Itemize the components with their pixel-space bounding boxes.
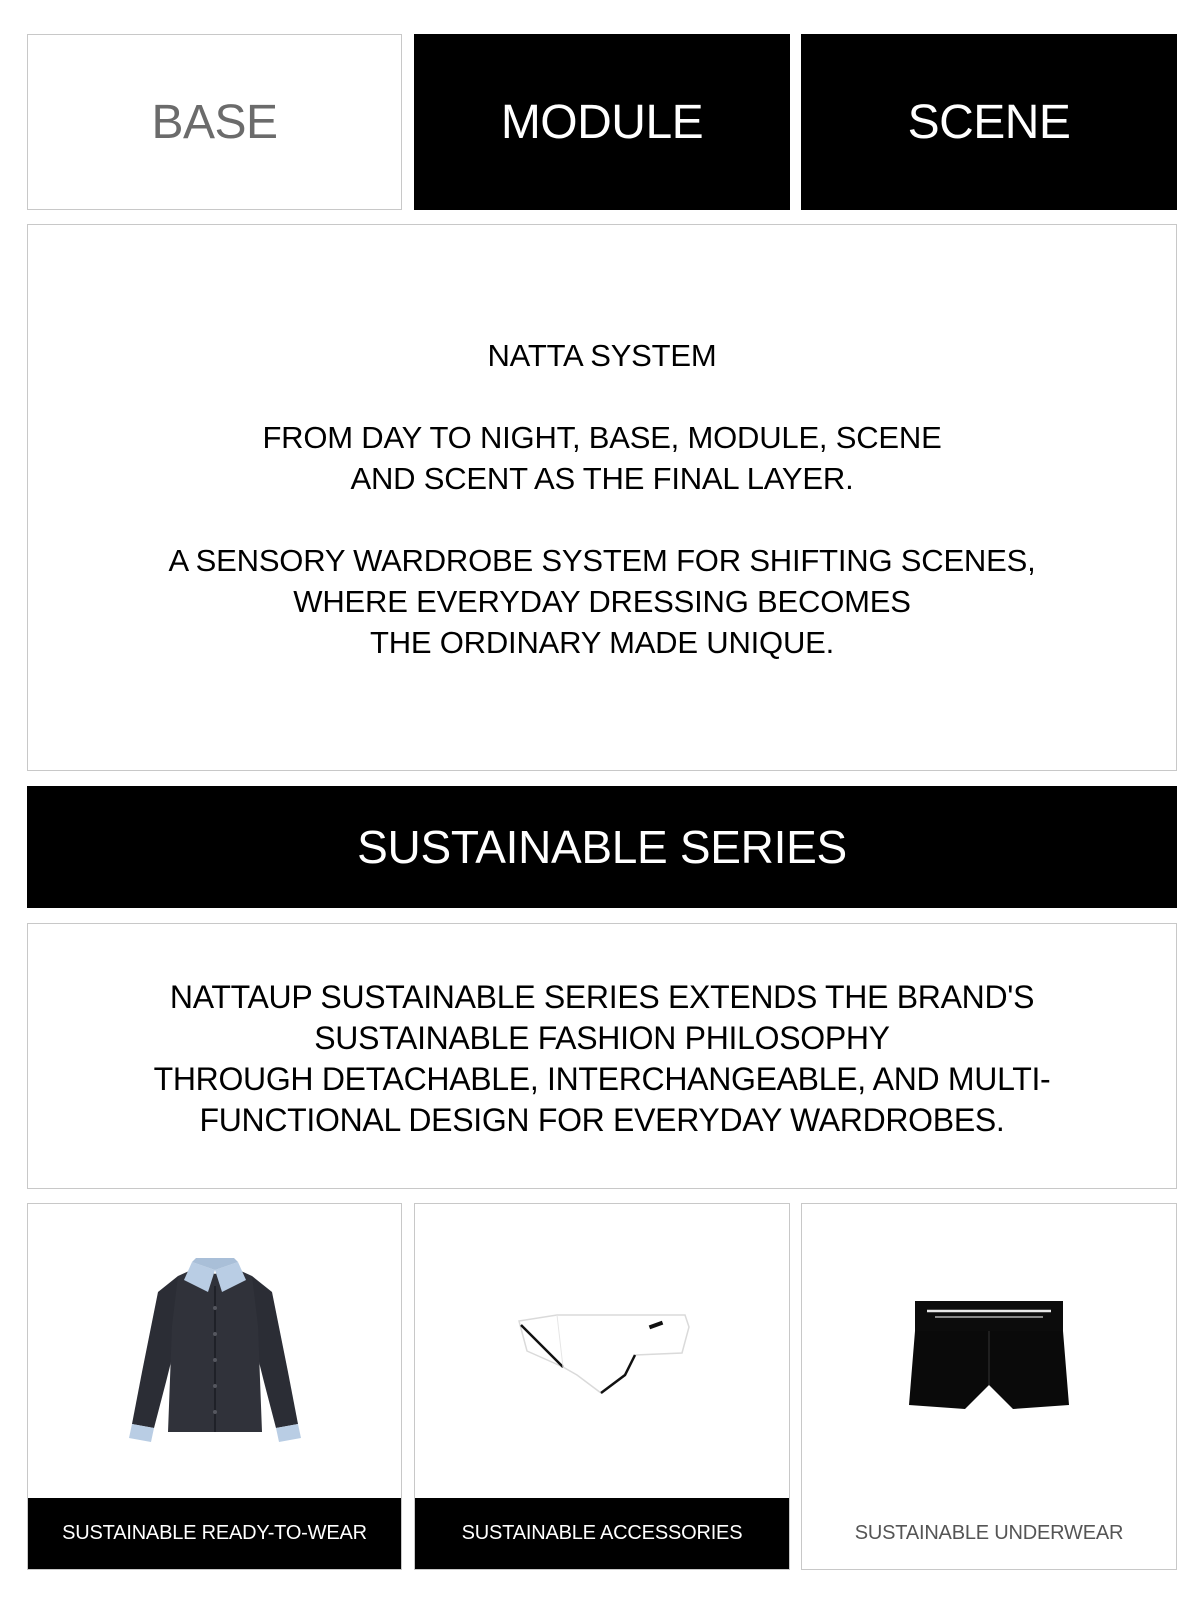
intro-panel <box>27 224 1177 771</box>
series-description-line-2: SUSTAINABLE FASHION PHILOSOPHY <box>314 1020 890 1056</box>
intro-paragraph-2-line-1: A SENSORY WARDROBE SYSTEM FOR SHIFTING SCENES, <box>168 543 1036 578</box>
card-underwear[interactable] <box>801 1203 1177 1570</box>
card-underwear-text: SUSTAINABLE UNDERWEAR <box>854 1522 1124 1544</box>
intro-paragraph-2 <box>28 540 1176 663</box>
tab-module-label: MODULE <box>500 95 704 149</box>
tab-base-label: BASE <box>151 95 278 149</box>
card-underwear-label <box>802 1498 1176 1569</box>
intro-paragraph-1 <box>28 417 1176 499</box>
intro-paragraph-1-line-1: FROM DAY TO NIGHT, BASE, MODULE, SCENE <box>262 420 942 455</box>
intro-paragraph-1-line-2: AND SCENT AS THE FINAL LAYER. <box>350 461 854 496</box>
card-ready-to-wear-text: SUSTAINABLE READY-TO-WEAR <box>62 1522 367 1544</box>
collar-image <box>415 1204 789 1499</box>
tab-base[interactable] <box>27 34 402 210</box>
series-description-panel <box>27 923 1177 1189</box>
series-banner <box>27 786 1177 908</box>
underwear-image <box>802 1204 1176 1499</box>
series-description <box>28 977 1176 1141</box>
shirt-image <box>28 1204 401 1499</box>
intro-title: NATTA SYSTEM <box>487 338 717 373</box>
card-accessories-label <box>415 1498 789 1569</box>
tab-scene[interactable] <box>801 34 1177 210</box>
intro-paragraph-2-line-3: THE ORDINARY MADE UNIQUE. <box>369 625 835 660</box>
card-ready-to-wear[interactable] <box>27 1203 402 1570</box>
card-ready-to-wear-label <box>28 1498 401 1569</box>
intro-paragraph-2-line-2: WHERE EVERYDAY DRESSING BECOMES <box>293 584 911 619</box>
series-description-line-4: FUNCTIONAL DESIGN FOR EVERYDAY WARDROBES. <box>199 1102 1005 1138</box>
series-description-line-3: THROUGH DETACHABLE, INTERCHANGEABLE, AND MULTI- <box>153 1061 1051 1097</box>
card-accessories[interactable] <box>414 1203 790 1570</box>
tab-module[interactable] <box>414 34 790 210</box>
tab-scene-label: SCENE <box>907 95 1071 149</box>
series-banner-title: SUSTAINABLE SERIES <box>357 821 847 873</box>
series-description-line-1: NATTAUP SUSTAINABLE SERIES EXTENDS THE BRAND'S <box>169 979 1035 1015</box>
card-accessories-text: SUSTAINABLE ACCESSORIES <box>461 1522 743 1544</box>
